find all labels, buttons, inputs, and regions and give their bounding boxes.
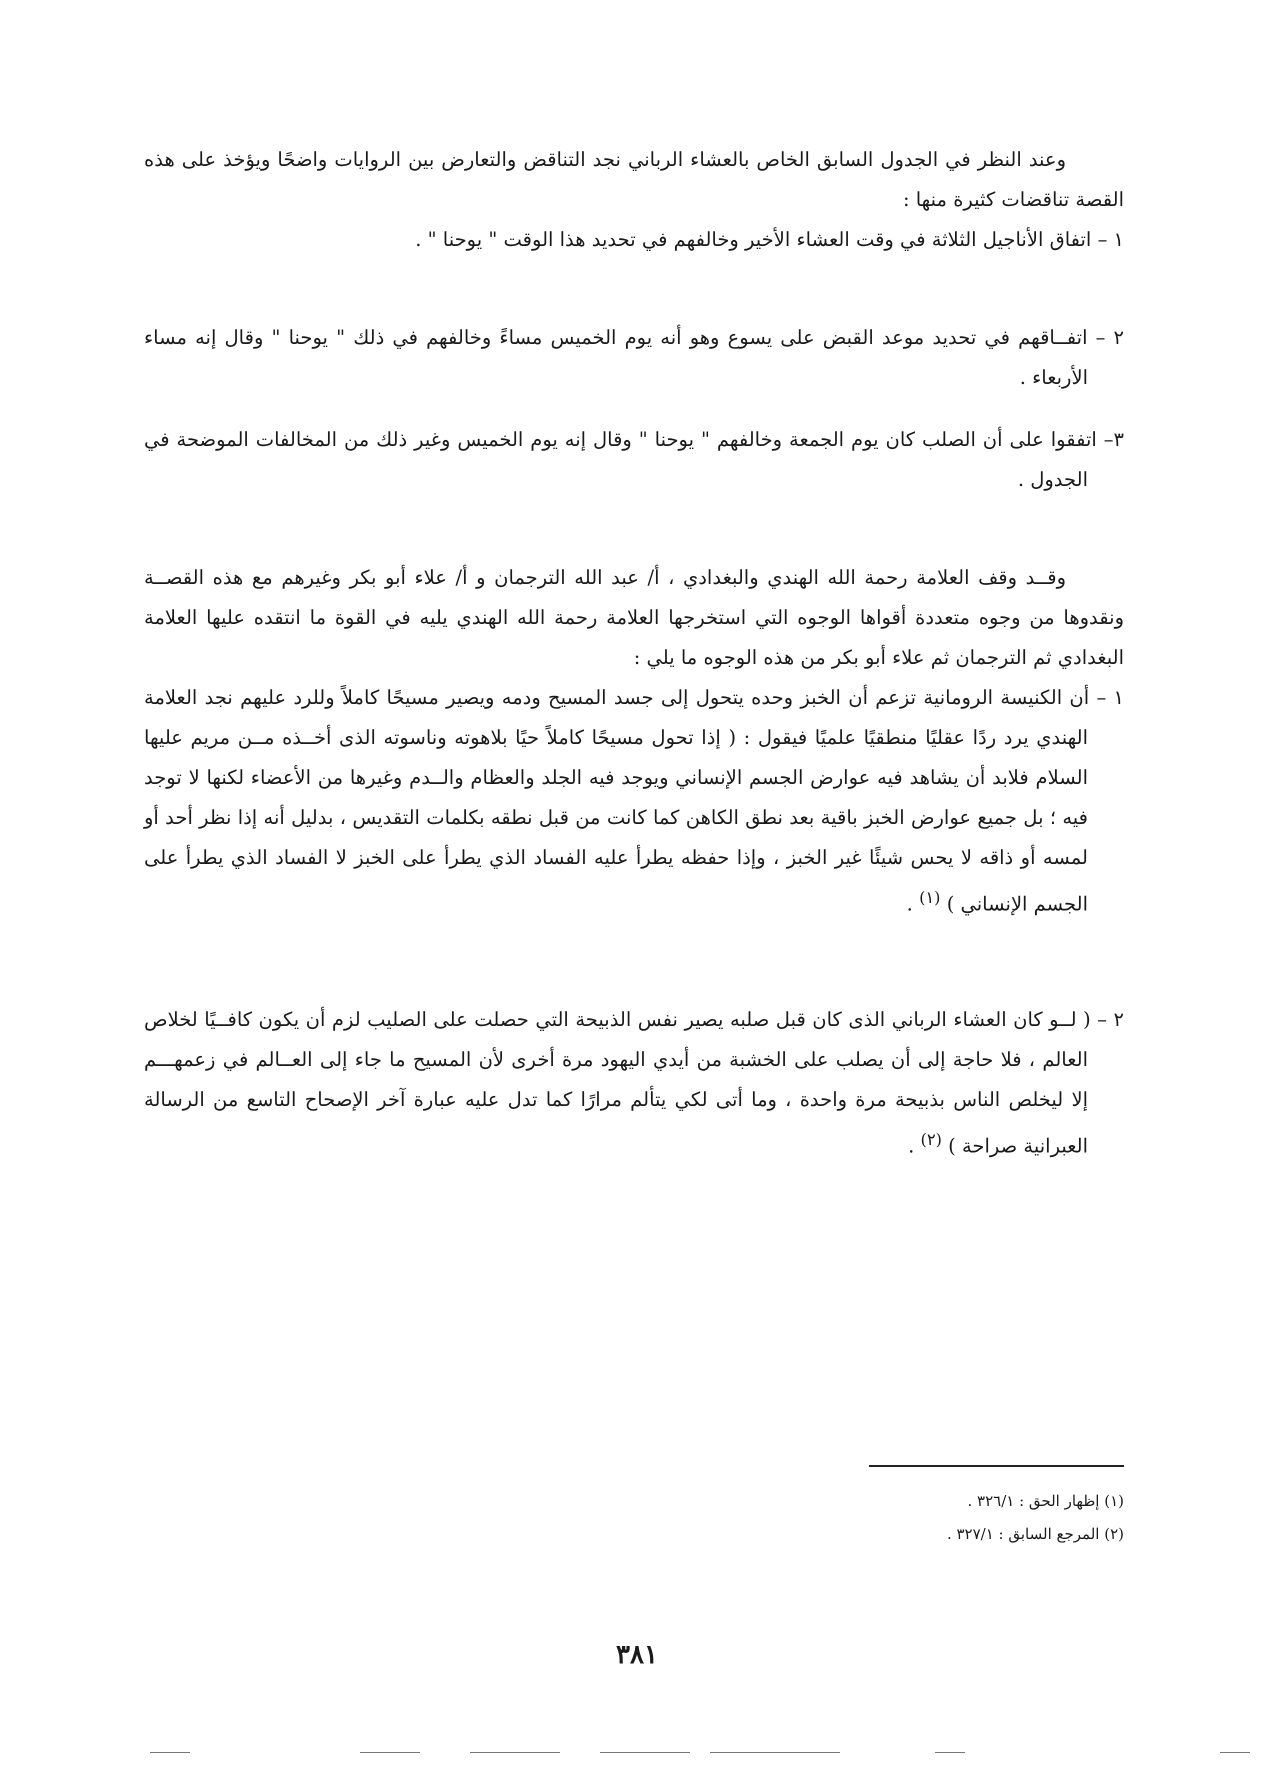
contradiction-text: اتفاق الأناجيل الثلاثة في وقت العشاء الأخير وخالفهم في تحديد هذا الوقت " يوحنا " . xyxy=(415,228,1092,251)
footnote-ref: (٢) xyxy=(920,1130,942,1149)
contradiction-number: ٢ – xyxy=(1095,326,1125,349)
footnote-1: (١) إظهار الحق : ٣٢٦/١ . xyxy=(967,1492,1124,1510)
scholars-paragraph-block xyxy=(144,558,1124,678)
aspect-end: . xyxy=(906,892,920,916)
contradiction-item-3 xyxy=(144,420,1124,500)
aspect-number: ١ – xyxy=(1096,686,1124,709)
contradiction-text: اتفقوا على أن الصلب كان يوم الجمعة وخالفهم " يوحنا " وقال إنه يوم الخميس وغير ذلك من المخالفات الموضحة في الجدول . xyxy=(144,428,1097,491)
aspect-text: أن الكنيسة الرومانية تزعم أن الخبز وحده يتحول إلى جسد المسيح ودمه ويصير مسيحًا كاملاً وللرد عليهم نجد العلامة الهندي يرد ردًا عقليًا منطقيًا علميًا فيقول : ( إذا تحول مسيحًا كاملاً حيًا بلاهوته وناسوته الذى أخــذه مــن مريم عليها السلام فلابد أن يشاهد فيه عوارض الجسم الإنساني ويوجد فيه الجلد والعظام والــدم وغيرها من الأعضاء لكنها لا توجد فيه ؛ بل جميع عوارض الخبز باقية بعد نطق الكاهن كما كانت من قبل نطقه بكلمات التقديس ، بدليل أنه إذا نظر أحد أو لمسه أو ذاقه لا يحس شيئًا غير الخبز ، وإذا حفظه يطرأ عليه الفساد الذي يطرأ على الخبز لا الفساد الذي يطرأ على الجسم الإنساني ) xyxy=(144,686,1090,916)
contradiction-text: اتفــاقهم في تحديد موعد القبض على يسوع وهو أنه يوم الخميس مساءً وخالفهم في ذلك " يوحنا " وقال إنه مساء الأربعاء . xyxy=(144,326,1088,389)
aspect-item-1 xyxy=(144,678,1124,925)
intro-paragraph: وعند النظر في الجدول السابق الخاص بالعشاء الرباني نجد التناقض والتعارض بين الروايات واضحًا ويؤخذ على هذه القصة تناقضات كثيرة منها : xyxy=(144,148,1124,211)
scan-artifact xyxy=(710,1752,840,1753)
scan-artifact xyxy=(360,1752,420,1753)
contradiction-number: ٣– xyxy=(1103,428,1124,451)
contradiction-item-1 xyxy=(144,220,1124,260)
scan-artifact xyxy=(1220,1752,1250,1753)
contradiction-number: ١ – xyxy=(1097,228,1124,251)
scholars-paragraph: وقــد وقف العلامة رحمة الله الهندي والبغدادي ، أ/ عبد الله الترجمان و أ/ علاء أبو بكر وغيرهم مع هذه القصــة ونقدوها من وجوه متعددة أقواها الوجوه التي استخرجها العلامة رحمة الله الهندي يليه في القوة ما انتقده عليها العلامة البغدادي ثم الترجمان ثم علاء أبو بكر من هذه الوجوه ما يلي : xyxy=(144,566,1124,669)
aspect-number: ٢ – xyxy=(1097,1008,1125,1031)
aspect-end: . xyxy=(908,1134,921,1158)
page-number: ٣٨١ xyxy=(616,1640,658,1670)
footnotes xyxy=(724,1485,1124,1551)
footnote-divider xyxy=(869,1465,1124,1467)
scan-artifact xyxy=(150,1752,190,1753)
scan-artifact xyxy=(470,1752,560,1753)
aspect-item-2 xyxy=(144,1000,1124,1167)
aspect-text: ( لــو كان العشاء الرباني الذى كان قبل صلبه يصير نفس الذبيحة التي حصلت على الصليب لزم أن يكون كافــيًا لخلاص العالم ، فلا حاجة إلى أن يصلب على الخشبة من أيدي اليهود مرة أخرى لأن المسيح ما جاء إلى العــالم في زعمهـــم إلا ليخلص الناس بذبيحة مرة واحدة ، وما أتى لكي يتألم مرارًا كما تدل عليه عبارة آخر الإصحاح التاسع من الرسالة العبرانية صراحة ) xyxy=(144,1008,1091,1158)
footnote-2: (٢) المرجع السابق : ٣٢٧/١ . xyxy=(946,1525,1124,1543)
scan-artifact xyxy=(600,1752,690,1753)
scan-artifact xyxy=(935,1752,965,1753)
footnote-ref: (١) xyxy=(919,888,941,907)
contradiction-item-2 xyxy=(144,318,1124,398)
intro-paragraph-block xyxy=(144,140,1124,220)
